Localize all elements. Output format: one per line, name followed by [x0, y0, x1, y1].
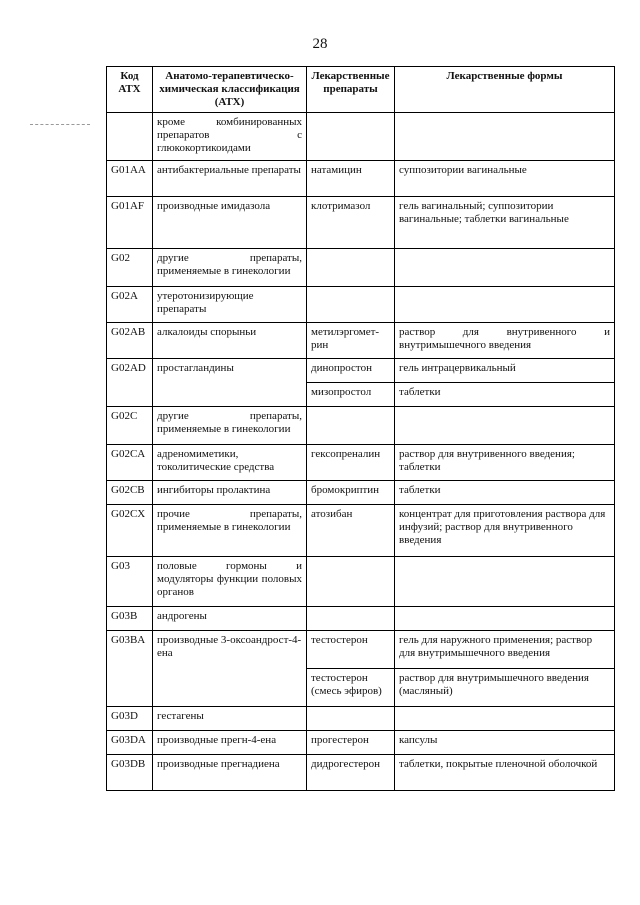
header-code: Код АТХ [107, 67, 153, 113]
row-class: производные прегнадиена [153, 755, 307, 791]
table-row [107, 607, 615, 631]
table-row [107, 323, 615, 359]
table-row [107, 161, 615, 197]
row-form [395, 287, 615, 323]
row-drug [307, 113, 395, 161]
row-class: алкалоиды спорыньи [153, 323, 307, 359]
row-drug [307, 557, 395, 607]
row-form: концентрат для приготовления раствора для инфузий; раствор для внутривенного введения [395, 505, 615, 557]
row-drug: гексопреналин [307, 445, 395, 481]
row-code: G02 [107, 249, 153, 287]
row-form: капсулы [395, 731, 615, 755]
row-class: адреномиметики, токолитические средства [153, 445, 307, 481]
scan-mark-left [30, 124, 90, 126]
row-code: G03D [107, 707, 153, 731]
row-drug: атозибан [307, 505, 395, 557]
row-form: гель для наружного применения; раствор для внутримышечного введения [395, 631, 615, 669]
row-code: G02A [107, 287, 153, 323]
row-drug [307, 607, 395, 631]
row-drug: натамицин [307, 161, 395, 197]
row-class: простагландины [153, 359, 307, 407]
row-form: таблетки, покрытые пленочной оболочкой [395, 755, 615, 791]
row-drug [307, 707, 395, 731]
row-form-2: таблетки [395, 383, 615, 407]
row-code: G03 [107, 557, 153, 607]
row-drug: динопростон [307, 359, 395, 383]
row-drug [307, 287, 395, 323]
row-drug: клотримазол [307, 197, 395, 249]
row-class: ингибиторы пролактина [153, 481, 307, 505]
atx-table [106, 66, 615, 791]
row-form: суппозитории вагинальные [395, 161, 615, 197]
row-code: G02CA [107, 445, 153, 481]
row-form [395, 557, 615, 607]
row-drug [307, 249, 395, 287]
row-drug [307, 407, 395, 445]
table-row [107, 407, 615, 445]
row-form [395, 113, 615, 161]
row-drug: бромокриптин [307, 481, 395, 505]
row-drug: тестостерон [307, 631, 395, 669]
row-code: G01AA [107, 161, 153, 197]
row-form: гель интрацервикальный [395, 359, 615, 383]
row-class: производные прегн-4-ена [153, 731, 307, 755]
row-form-2: раствор для внутримышечного введения (масляный) [395, 669, 615, 707]
row-class: производные 3-оксоандрост-4-ена [153, 631, 307, 707]
row-class: другие препараты, применяемые в гинекологии [153, 249, 307, 287]
row-code: G01AF [107, 197, 153, 249]
row-drug: прогестерон [307, 731, 395, 755]
row-class: андрогены [153, 607, 307, 631]
page-number: 28 [312, 36, 328, 52]
row-code: G02CX [107, 505, 153, 557]
row-code [107, 113, 153, 161]
table-row [107, 631, 615, 669]
row-code: G02C [107, 407, 153, 445]
row-form [395, 249, 615, 287]
row-class: утеротонизирующие препараты [153, 287, 307, 323]
row-form [395, 707, 615, 731]
row-form [395, 407, 615, 445]
row-code: G02CB [107, 481, 153, 505]
header-drugs: Лекарственные препараты [307, 67, 395, 113]
table-header-row [107, 67, 615, 113]
row-form: раствор для внутривенного введения; таблетки [395, 445, 615, 481]
row-code: G03BA [107, 631, 153, 707]
row-drug-2: мизопростол [307, 383, 395, 407]
row-class: антибактериальные препараты [153, 161, 307, 197]
table-row [107, 249, 615, 287]
table-row [107, 557, 615, 607]
row-class: другие препараты, применяемые в гинекологии [153, 407, 307, 445]
row-class: производные имидазола [153, 197, 307, 249]
row-code: G03DA [107, 731, 153, 755]
row-class: прочие препараты, применяемые в гинекологии [153, 505, 307, 557]
table-row [107, 731, 615, 755]
table-row [107, 481, 615, 505]
table-row [107, 505, 615, 557]
row-code: G03B [107, 607, 153, 631]
row-form: гель вагинальный; суппозитории вагинальные; таблетки вагинальные [395, 197, 615, 249]
row-drug: дидрогестерон [307, 755, 395, 791]
table-row [107, 755, 615, 791]
row-drug: метилэргомет-рин [307, 323, 395, 359]
row-code: G02AD [107, 359, 153, 407]
table-row [107, 445, 615, 481]
row-code: G02AB [107, 323, 153, 359]
header-forms: Лекарственные формы [395, 67, 615, 113]
row-form [395, 607, 615, 631]
row-class: кроме комбинированных препаратов с глюкокортикоидами [153, 113, 307, 161]
table-row [107, 197, 615, 249]
table-row [107, 113, 615, 161]
row-code: G03DB [107, 755, 153, 791]
table-row [107, 287, 615, 323]
table-row [107, 359, 615, 383]
header-classification: Анатомо-терапевтическо-химическая классификация (АТХ) [153, 67, 307, 113]
table-row [107, 707, 615, 731]
row-form: таблетки [395, 481, 615, 505]
row-drug-2: тестостерон (смесь эфиров) [307, 669, 395, 707]
row-class: гестагены [153, 707, 307, 731]
row-class: половые гормоны и модуляторы функции половых органов [153, 557, 307, 607]
row-form: раствор для внутривенного и внутримышечного введения [395, 323, 615, 359]
